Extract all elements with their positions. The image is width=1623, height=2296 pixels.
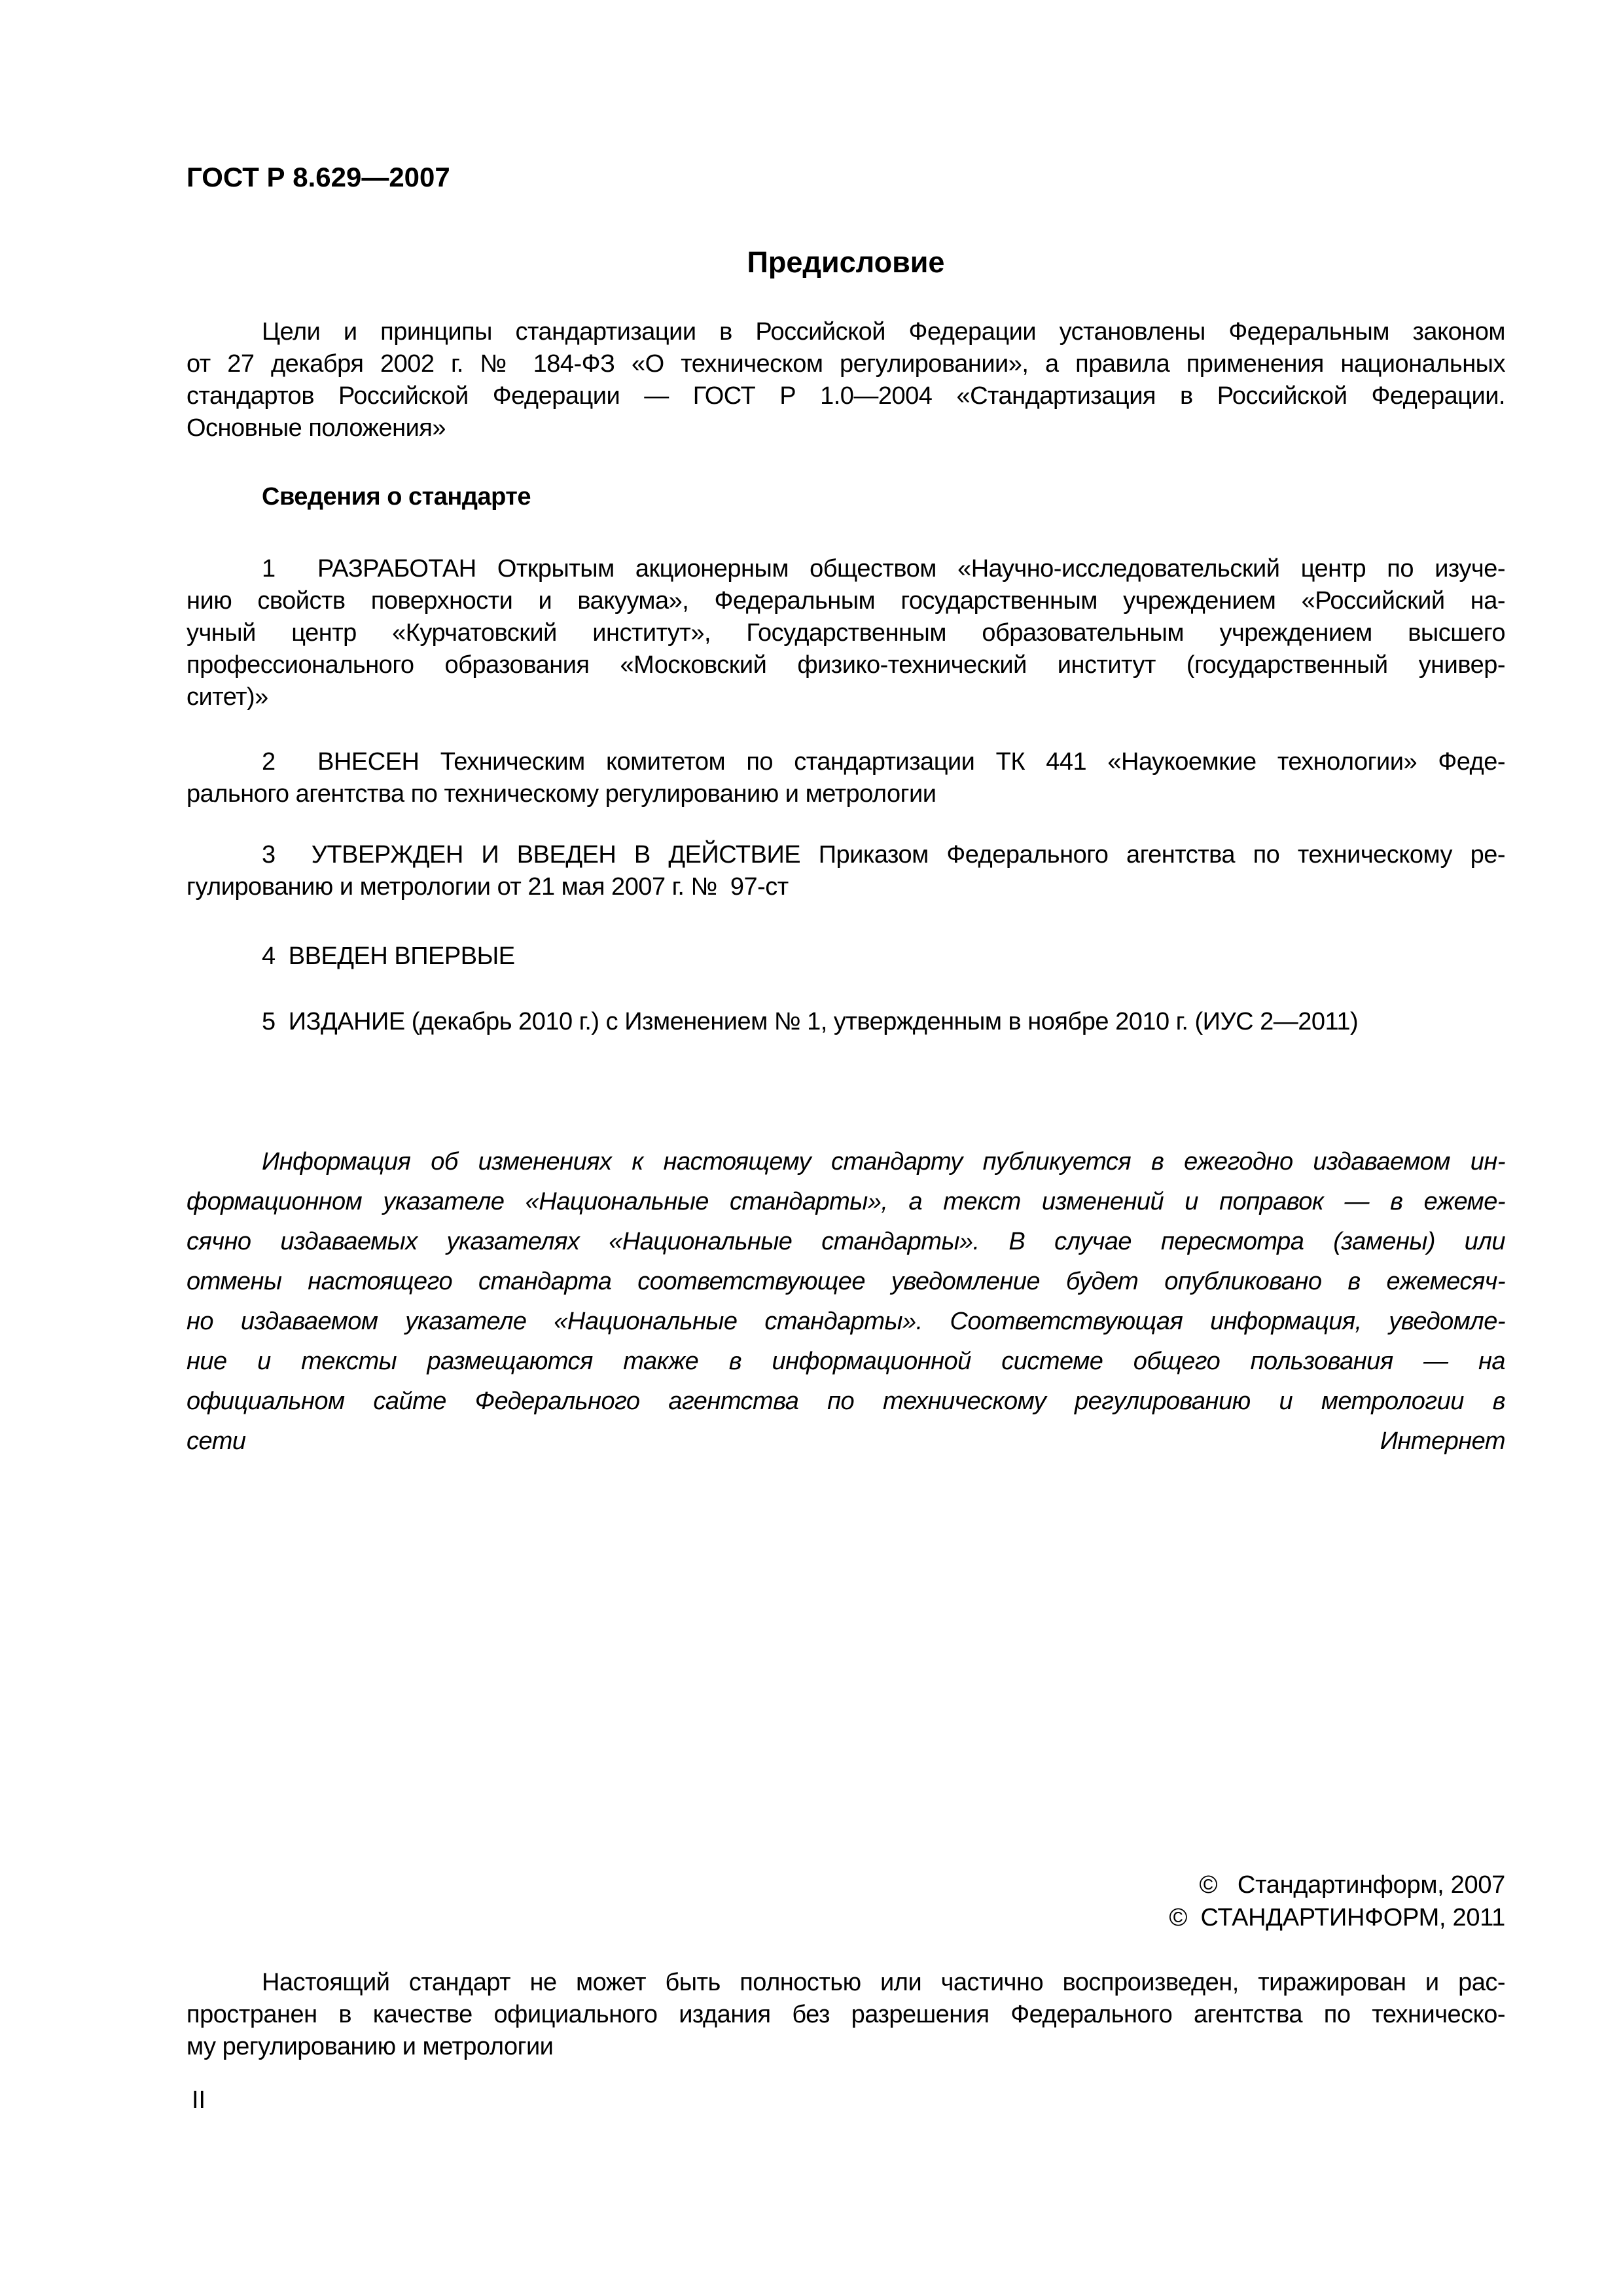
text-line: гулированию и метрологии от 21 мая 2007 г. № 97-ст	[187, 873, 789, 901]
item-1-developed	[187, 553, 1505, 713]
changes-notice	[187, 1142, 1505, 1462]
intro-paragraph	[187, 316, 1505, 444]
text-line: рального агентства по техническому регулированию и метрологии	[187, 780, 936, 808]
item-4-first-edition	[187, 941, 1505, 973]
text-line: сячно издаваемых указателях «Национальные стандарты». В случае пересмотра (замены) или	[187, 1228, 1505, 1255]
text-line: Настоящий стандарт не может быть полностью или частично воспроизведен, тиражирован и рас-	[262, 1969, 1505, 1996]
text-line: 1 РАЗРАБОТАН Открытым акционерным обществом «Научно-исследовательский центр по изуче-	[262, 555, 1505, 583]
heading-text: Сведения о стандарте	[262, 483, 531, 511]
page-number: II	[192, 2087, 206, 2114]
text-line: Информация об изменениях к настоящему стандарту публикуется в ежегодно издаваемом ин-	[262, 1148, 1505, 1175]
text-line: от 27 декабря 2002 г. № 184-ФЗ «О техническом регулировании», а правила применения национальных	[187, 350, 1505, 378]
text-line: формационном указателе «Национальные стандарты», а текст изменений и поправок — в ежеме-	[187, 1188, 1505, 1215]
text-line: официальном сайте Федерального агентства по техническому регулированию и метрологии в	[187, 1388, 1505, 1415]
text-line: 3 УТВЕРЖДЕН И ВВЕДЕН В ДЕЙСТВИЕ Приказом Федерального агентства по техническому ре-	[262, 841, 1505, 869]
text-line: пространен в качестве официального издания без разрешения Федерального агентства по техническо-	[187, 2001, 1505, 2028]
text-line: 4 ВВЕДЕН ВПЕРВЫЕ	[262, 942, 515, 970]
text-line: но издаваемом указателе «Национальные стандарты». Соответствующая информация, уведомле-	[187, 1308, 1505, 1335]
text-line: му регулированию и метрологии	[187, 2033, 554, 2060]
page-title: Предисловие	[747, 245, 945, 279]
standard-number: ГОСТ Р 8.629—2007	[187, 162, 450, 192]
item-2-submitted	[187, 746, 1505, 810]
copyright-line: © СТАНДАРТИНФОРМ, 2011	[1169, 1904, 1505, 1931]
standard-info-heading	[187, 481, 1505, 513]
text-line: сети Интернет	[187, 1427, 1505, 1455]
text-line: 2 ВНЕСЕН Техническим комитетом по стандартизации ТК 441 «Наукоемкие технологии» Феде-	[262, 748, 1505, 776]
item-5-publication	[187, 1006, 1505, 1038]
text-line: нию свойств поверхности и вакуума», Федеральным государственным учреждением «Российский на-	[187, 587, 1505, 615]
text-line: ситет)»	[187, 683, 268, 711]
text-line: ние и тексты размещаются также в информационной системе общего пользования — на	[187, 1348, 1505, 1375]
text-line: Основные положения»	[187, 414, 446, 442]
text-line: отмены настоящего стандарта соответствующее уведомление будет опубликовано в ежемесяч-	[187, 1268, 1505, 1295]
text-line: учный центр «Курчатовский институт», Государственным образовательным учреждением высшего	[187, 619, 1505, 647]
copyright-block	[187, 1869, 1505, 1934]
reproduction-notice	[187, 1967, 1505, 2063]
text-line: стандартов Российской Федерации — ГОСТ Р 1.0—2004 «Стандартизация в Российской Федерации.	[187, 382, 1505, 410]
copyright-line: © Стандартинформ, 2007	[1199, 1871, 1505, 1899]
text-line: профессионального образования «Московский физико-технический институт (государственный универ-	[187, 651, 1505, 679]
text-line: 5 ИЗДАНИЕ (декабрь 2010 г.) с Изменением № 1, утвержденным в ноябре 2010 г. (ИУС 2—2011)	[262, 1008, 1359, 1035]
text-line: Цели и принципы стандартизации в Российской Федерации установлены Федеральным законом	[262, 318, 1505, 346]
item-3-approved	[187, 839, 1505, 903]
